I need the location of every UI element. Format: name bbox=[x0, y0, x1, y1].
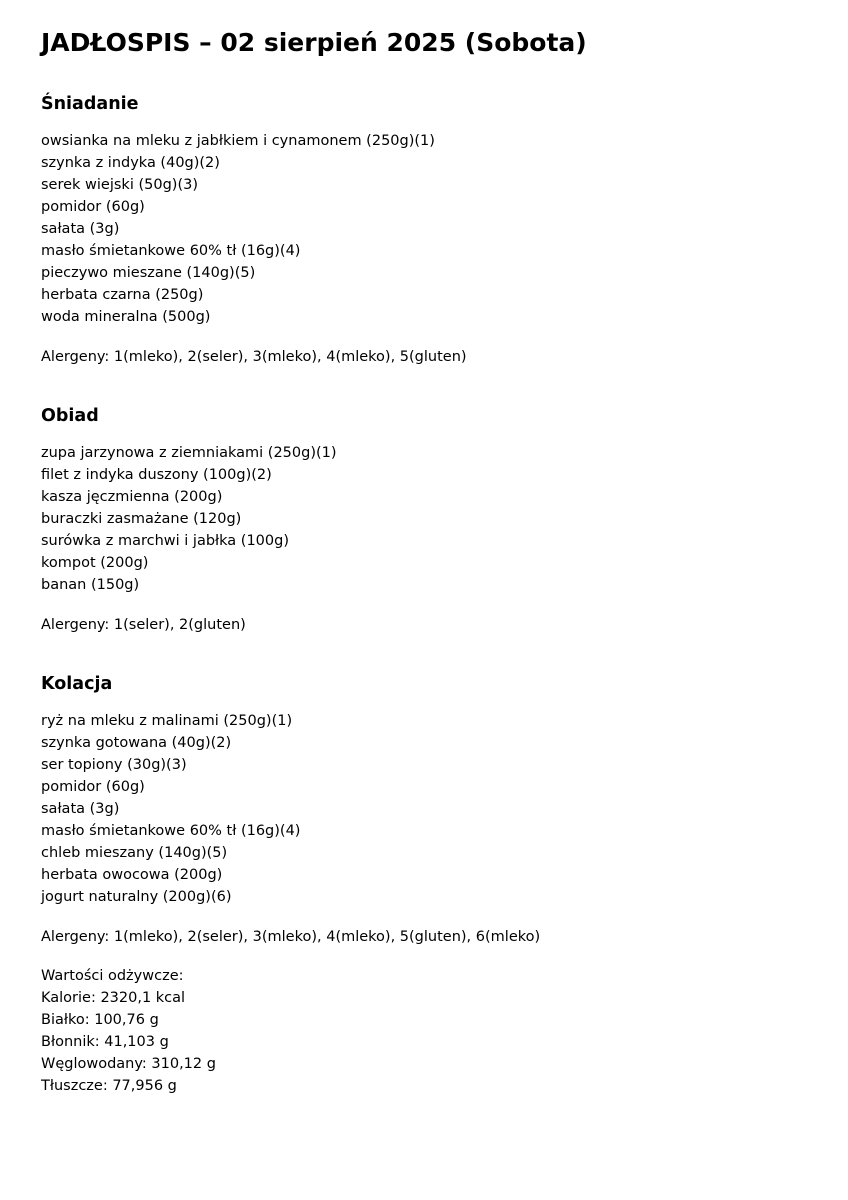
meal-item: pomidor (60g) bbox=[41, 779, 145, 795]
allergens-note: Alergeny: 1(mleko), 2(seler), 3(mleko), 4(mleko), 5(gluten) bbox=[41, 349, 467, 365]
meal-items-list bbox=[41, 710, 821, 908]
meal-item: ser topiony (30g)(3) bbox=[41, 757, 187, 773]
allergens-note: Alergeny: 1(seler), 2(gluten) bbox=[41, 617, 246, 633]
meal-item: buraczki zasmażane (120g) bbox=[41, 511, 242, 527]
meal-breakfast bbox=[41, 92, 821, 368]
meal-item: owsianka na mleku z jabłkiem i cynamonem (250g)(1) bbox=[41, 133, 435, 149]
nutrition-header: Wartości odżywcze: bbox=[41, 968, 184, 984]
nutrition-calories: Kalorie: 2320,1 kcal bbox=[41, 990, 186, 1006]
meal-item: banan (150g) bbox=[41, 577, 140, 593]
meal-item: masło śmietankowe 60% tł (16g)(4) bbox=[41, 823, 301, 839]
meal-item: serek wiejski (50g)(3) bbox=[41, 177, 198, 193]
page-title: JADŁOSPIS – 02 sierpień 2025 (Sobota) bbox=[41, 28, 587, 57]
meal-item: masło śmietankowe 60% tł (16g)(4) bbox=[41, 243, 301, 259]
meal-heading: Śniadanie bbox=[41, 94, 139, 114]
meal-item: herbata czarna (250g) bbox=[41, 287, 204, 303]
meal-items-list bbox=[41, 130, 821, 328]
meal-item: szynka gotowana (40g)(2) bbox=[41, 735, 232, 751]
meal-heading: Obiad bbox=[41, 406, 99, 426]
nutrition-protein: Białko: 100,76 g bbox=[41, 1012, 159, 1028]
meal-item: pieczywo mieszane (140g)(5) bbox=[41, 265, 256, 281]
meal-item: pomidor (60g) bbox=[41, 199, 145, 215]
nutrition-fat: Tłuszcze: 77,956 g bbox=[41, 1078, 177, 1094]
meal-item: surówka z marchwi i jabłka (100g) bbox=[41, 533, 289, 549]
meal-item: sałata (3g) bbox=[41, 801, 120, 817]
meal-item: chleb mieszany (140g)(5) bbox=[41, 845, 228, 861]
meal-item: ryż na mleku z malinami (250g)(1) bbox=[41, 713, 293, 729]
allergens-note: Alergeny: 1(mleko), 2(seler), 3(mleko), 4(mleko), 5(gluten), 6(mleko) bbox=[41, 929, 541, 945]
meal-item: filet z indyka duszony (100g)(2) bbox=[41, 467, 272, 483]
meal-item: sałata (3g) bbox=[41, 221, 120, 237]
nutrition-carbs: Węglowodany: 310,12 g bbox=[41, 1056, 216, 1072]
meal-heading: Kolacja bbox=[41, 674, 113, 694]
meal-item: jogurt naturalny (200g)(6) bbox=[41, 889, 232, 905]
nutrition-fiber: Błonnik: 41,103 g bbox=[41, 1034, 169, 1050]
meal-item: woda mineralna (500g) bbox=[41, 309, 211, 325]
meal-item: kasza jęczmienna (200g) bbox=[41, 489, 223, 505]
meal-items-list bbox=[41, 442, 821, 596]
meal-dinner bbox=[41, 672, 821, 948]
meal-lunch bbox=[41, 404, 821, 636]
meal-item: kompot (200g) bbox=[41, 555, 149, 571]
meal-item: herbata owocowa (200g) bbox=[41, 867, 223, 883]
meal-item: szynka z indyka (40g)(2) bbox=[41, 155, 220, 171]
nutrition-summary bbox=[41, 965, 216, 1097]
meal-item: zupa jarzynowa z ziemniakami (250g)(1) bbox=[41, 445, 337, 461]
